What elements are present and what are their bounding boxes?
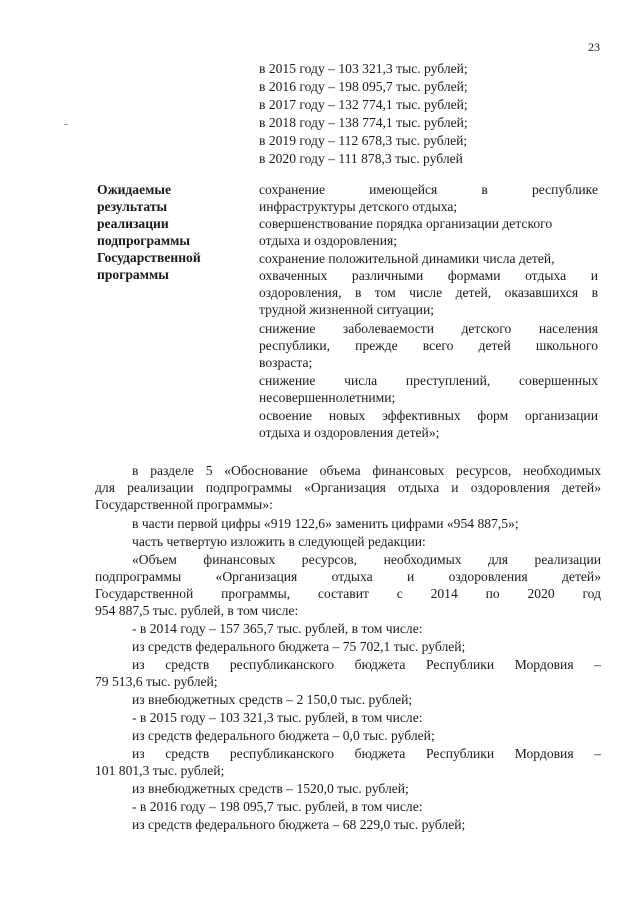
body-line: 101 801,3 тыс. рублей;: [95, 763, 225, 778]
results-line: снижение числа преступлений, совершенных: [259, 373, 598, 388]
results-line: инфраструктуры детского отдыха;: [259, 199, 458, 214]
body-line: часть четвертую изложить в следующей редакции:: [132, 534, 426, 549]
body-line: из внебюджетных средств – 2 150,0 тыс. рублей;: [132, 692, 413, 707]
body-line: «Объем финансовых ресурсов, необходимых для реализации: [132, 552, 601, 567]
results-line: совершенствование порядка организации детского: [259, 216, 553, 231]
results-line: сохранение имеющейся в республике: [259, 182, 598, 197]
body-line: - в 2014 году – 157 365,7 тыс. рублей, в том числе:: [132, 621, 423, 636]
body-line: из средств республиканского бюджета Республики Мордовия –: [132, 746, 601, 761]
body-line: - в 2015 году – 103 321,3 тыс. рублей, в том числе:: [132, 710, 423, 725]
body-line: из средств республиканского бюджета Республики Мордовия –: [132, 657, 601, 672]
results-line: возраста;: [259, 355, 313, 370]
body-line: в разделе 5 «Обоснование объема финансовых ресурсов, необходимых: [132, 463, 601, 478]
results-label-line: реализации: [97, 216, 169, 231]
body-line: из средств федерального бюджета – 68 229,0 тыс. рублей;: [132, 817, 466, 832]
funding-line-2017: в 2017 году – 132 774,1 тыс. рублей;: [259, 97, 468, 112]
body-line: 954 887,5 тыс. рублей, в том числе:: [95, 603, 299, 618]
body-line: из внебюджетных средств – 1520,0 тыс. рублей;: [132, 781, 409, 796]
results-label-line: результаты: [97, 199, 168, 214]
body-line: из средств федерального бюджета – 75 702,1 тыс. рублей;: [132, 639, 466, 654]
results-line: сохранение положительной динамики числа детей,: [259, 251, 555, 266]
page-number: 23: [588, 40, 600, 54]
body-line: из средств федерального бюджета – 0,0 тыс. рублей;: [132, 728, 435, 743]
body-line: подпрограммы «Организация отдыха и оздоровления детей»: [95, 569, 601, 584]
body-line: для реализации подпрограммы «Организация отдыха и оздоровления детей»: [95, 480, 601, 495]
results-line: оздоровления, в том числе детей, оказавшихся в: [259, 285, 598, 300]
results-label-line: подпрограммы: [97, 233, 190, 248]
body-line: в части первой цифры «919 122,6» заменить цифрами «954 887,5»;: [132, 516, 519, 531]
funding-line-2016: в 2016 году – 198 095,7 тыс. рублей;: [259, 79, 468, 94]
funding-line-2018: в 2018 году – 138 774,1 тыс. рублей;: [259, 115, 468, 130]
results-line: охваченных различными формами отдыха и: [259, 268, 598, 283]
results-line: снижение заболеваемости детского населения: [259, 321, 598, 336]
body-line: Государственной программы, составит с 2014 по 2020 год: [95, 586, 601, 601]
results-label: [97, 181, 201, 283]
funding-line-2020: в 2020 году – 111 878,3 тыс. рублей: [259, 151, 463, 166]
funding-line-2015: в 2015 году – 103 321,3 тыс. рублей;: [259, 61, 468, 76]
results-label-line: Государственной: [97, 250, 201, 265]
results-line: трудной жизненной ситуации;: [259, 302, 435, 317]
results-line: отдыха и оздоровления;: [259, 233, 398, 248]
body-line: Государственной программы»:: [95, 497, 273, 512]
results-line: отдыха и оздоровления детей»;: [259, 425, 440, 440]
funding-line-2019: в 2019 году – 112 678,3 тыс. рублей;: [259, 133, 468, 148]
results-line: освоение новых эффективных форм организации: [259, 408, 598, 423]
results-line: несовершеннолетними;: [259, 390, 396, 405]
results-label-line: программы: [97, 267, 169, 282]
results-line: республики, прежде всего детей школьного: [259, 338, 598, 353]
margin-mark: [64, 124, 68, 125]
body-line: - в 2016 году – 198 095,7 тыс. рублей, в том числе:: [132, 799, 423, 814]
results-label-line: Ожидаемые: [97, 182, 172, 197]
body-line: 79 513,6 тыс. рублей;: [95, 674, 218, 689]
